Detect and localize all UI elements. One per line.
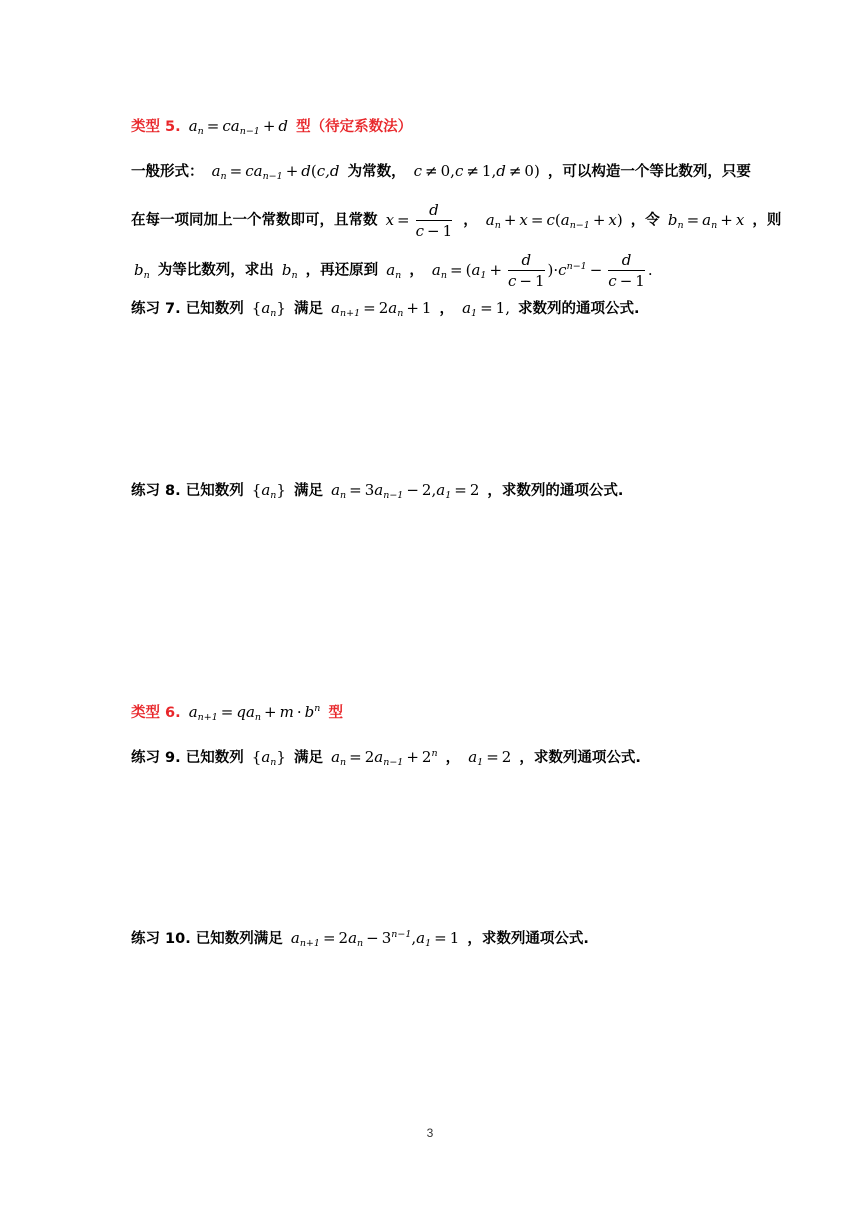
general-form-line1: 一般形式： $a_n = ca_{n-1} + d(c,d$ 为常数， c ≠ 0,c ≠ 1,d ≠ 0) ，可以构造一个等比数列，只要 xyxy=(131,162,751,182)
type5-heading: 类型 5. $a_n = ca_{n-1} + d$ 型（待定系数法） xyxy=(131,117,413,137)
bn-def-formula: $b_n = a_n + x$ xyxy=(667,210,745,231)
general-formula: $a_n = ca_{n-1} + d(c,d$ xyxy=(211,162,340,182)
exercise-8: 练习 8. 已知数列 $\{a_n\}$ 满足 $a_n = 3a_{n-1} - 2,a_1 = 2$ ，求数列的通项公式. xyxy=(131,481,624,501)
exercise-9: 练习 9. 已知数列 $\{a_n\}$ 满足 $a_n = 2a_{n-1} + 2^n$ ， $a_1 = 2$ ，求数列通项公式. xyxy=(131,748,641,768)
general-form-line3: $b_n$ 为等比数列，求出 $b_n$ ，再还原到 $a_n$ ， $a_n = (a_1$ + $\frac{d}{c - 1}$ )$\cdot c^{n-1}$ − $\frac{d}{c - 1}$ . xyxy=(134,251,653,290)
solution-formula: $a_n = (a_1$ + $\frac{d}{c - 1}$ )$\cdot c^{n-1}$ − $\frac{d}{c - 1}$ . xyxy=(431,251,653,290)
exercise-7: 练习 7. 已知数列 $\{a_n\}$ 满足 $a_{n+1} = 2a_n + 1$ ， $a_1 = 1$, 求数列的通项公式. xyxy=(131,299,640,319)
type5-formula: $a_n = ca_{n-1} + d$ xyxy=(188,117,289,137)
exercise-10: 练习 10. 已知数列满足 $a_{n+1} = 2a_n - 3^{n-1},a_1 = 1$ ，求数列通项公式. xyxy=(131,929,589,949)
type6-formula: $a_{n+1} = qa_n + m \cdot b^n$ xyxy=(188,703,321,723)
constant-x-formula: x = $\frac{d}{c - 1}$ xyxy=(385,201,453,240)
page-number: 3 xyxy=(426,1126,434,1140)
shift-formula: $a_n + x = c(a_{n-1} + x)$ xyxy=(485,210,623,231)
general-form-line2: 在每一项同加上一个常数即可，且常数 x = $\frac{d}{c - 1}$ ， $a_n + x = c(a_{n-1} + x)$ ，令 $b_n = a_n + x$ ，则 xyxy=(131,201,782,240)
general-conditions: c ≠ 0,c ≠ 1,d ≠ 0) xyxy=(413,162,540,180)
type6-heading: 类型 6. $a_{n+1} = qa_n + m \cdot b^n$ 型 xyxy=(131,703,343,723)
